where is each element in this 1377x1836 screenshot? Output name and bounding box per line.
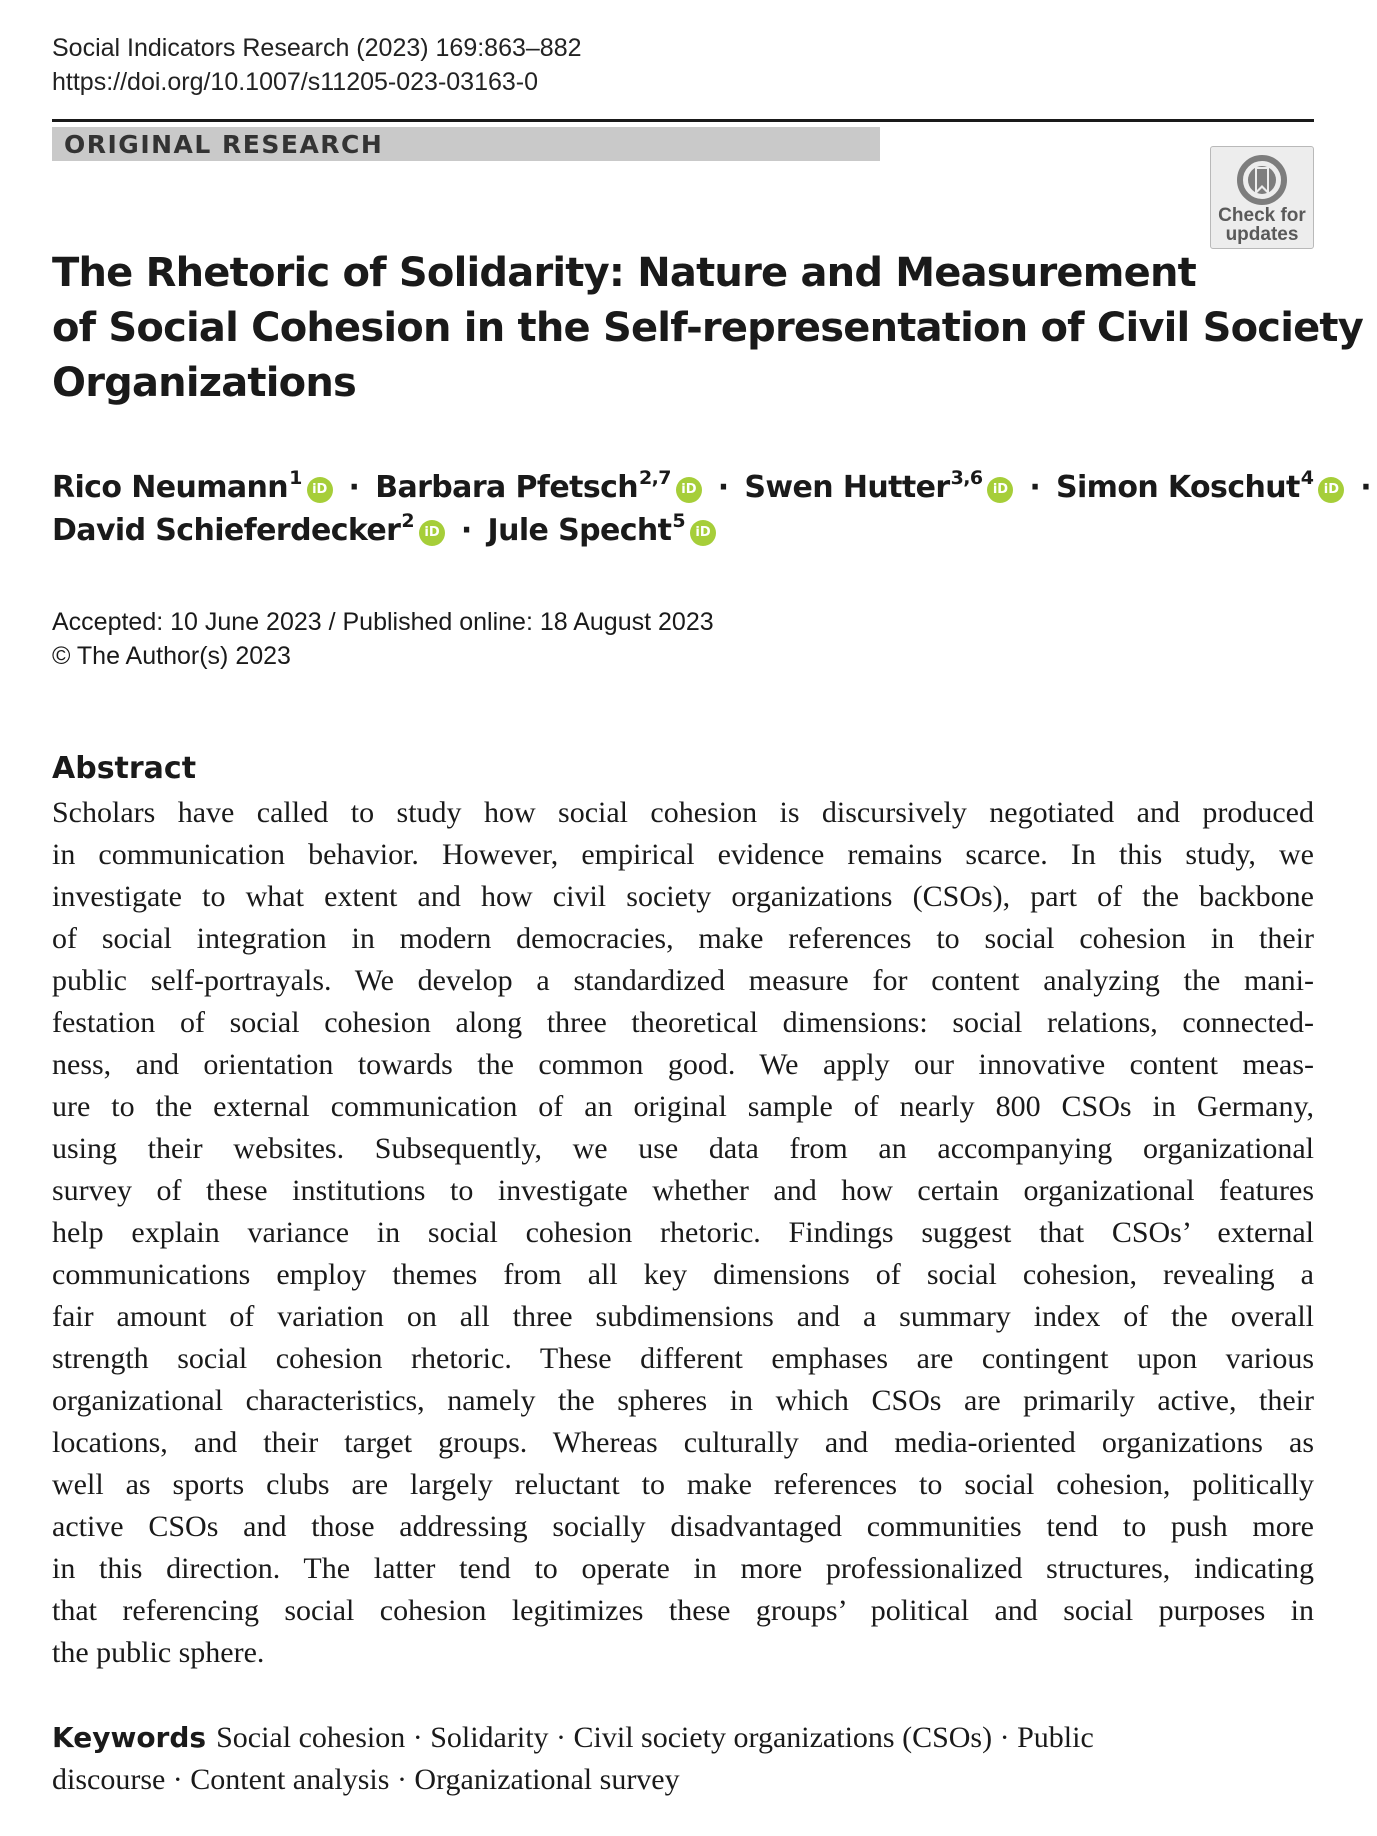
author-separator: · [1029, 470, 1041, 505]
orcid-icon[interactable]: iD [1318, 477, 1344, 503]
check-for-updates-icon [1234, 155, 1290, 205]
orcid-icon[interactable]: iD [690, 520, 716, 546]
abstract-line: strength social cohesion rhetoric. These different emphases are contingent upon various [52, 1342, 1314, 1375]
author-separator: · [717, 470, 729, 505]
abstract-body [52, 792, 1314, 1674]
orcid-icon[interactable]: iD [676, 477, 702, 503]
check-for-label: Check for [1218, 205, 1306, 226]
abstract-line: festation of social cohesion along three theoretical dimensions: social relations, connected- [52, 1006, 1314, 1039]
abstract-line: communications employ themes from all key dimensions of social cohesion, revealing a [52, 1258, 1314, 1291]
abstract-line: in communication behavior. However, empirical evidence remains scarce. In this study, we [52, 838, 1314, 871]
header-rule [52, 119, 1314, 122]
author-line [52, 509, 1314, 552]
updates-label: updates [1225, 224, 1299, 245]
title-line: of Social Cohesion in the Self-representation of Civil Society [52, 305, 1364, 351]
paper-title [52, 246, 1364, 411]
abstract-line: investigate to what extent and how civil society organizations (CSOs), part of the backbone [52, 880, 1314, 913]
abstract-line: help explain variance in social cohesion rhetoric. Findings suggest that CSOs’ external [52, 1216, 1314, 1249]
author [1055, 467, 1314, 505]
section-bar [52, 127, 880, 161]
author [744, 467, 983, 505]
keywords-block [52, 1717, 1314, 1801]
author-affiliation: 1 [289, 467, 302, 489]
abstract-heading: Abstract [52, 751, 197, 786]
keywords-line [52, 1717, 1314, 1759]
author-affiliation: 5 [672, 510, 686, 532]
author-separator: · [1360, 470, 1372, 505]
abstract-line: well as sports clubs are largely reluctant to make references to social cohesion, politically [52, 1468, 1314, 1501]
author-list [52, 466, 1372, 552]
abstract-line: active CSOs and those addressing socially disadvantaged communities tend to push more [52, 1510, 1314, 1543]
abstract-line: survey of these institutions to investigate whether and how certain organizational features [52, 1174, 1314, 1207]
author-affiliation: 3,6 [950, 467, 983, 489]
abstract-line: that referencing social cohesion legitimizes these groups’ political and social purposes in [52, 1594, 1314, 1627]
author-separator: · [348, 470, 360, 505]
abstract-line: of social integration in modern democracies, make references to social cohesion in their [52, 922, 1314, 955]
abstract-line: fair amount of variation on all three subdimensions and a summary index of the overall [52, 1300, 1314, 1333]
author-line [52, 466, 1372, 509]
section-label: ORIGINAL RESEARCH [64, 130, 384, 159]
author-affiliation: 2 [401, 510, 414, 532]
abstract-line: the public sphere. [52, 1636, 265, 1669]
author [375, 467, 671, 505]
doi-link[interactable]: https://doi.org/10.1007/s11205-023-03163-0 [52, 68, 539, 96]
author-name: Barbara Pfetsch [375, 470, 639, 505]
accepted-published-dates: Accepted: 10 June 2023 / Published online: 18 August 2023 [52, 608, 714, 636]
abstract-line: in this direction. The latter tend to operate in more professionalized structures, indicating [52, 1552, 1314, 1585]
author [52, 510, 414, 548]
author-affiliation: 4 [1300, 467, 1314, 489]
keywords-list: Social cohesion · Solidarity · Civil society organizations (CSOs) · Public [216, 1721, 1094, 1754]
author-name: Jule Specht [487, 513, 672, 548]
check-for-updates-badge[interactable] [1210, 146, 1314, 249]
abstract-line: ure to the external communication of an original sample of nearly 800 CSOs in Germany, [52, 1090, 1314, 1123]
keywords-label: Keywords [52, 1721, 207, 1754]
title-line: Organizations [52, 360, 357, 406]
abstract-line: organizational characteristics, namely the spheres in which CSOs are primarily active, their [52, 1384, 1314, 1417]
author-name: Simon Koschut [1055, 470, 1300, 505]
orcid-icon[interactable]: iD [419, 520, 445, 546]
abstract-line: public self-portrayals. We develop a standardized measure for content analyzing the mani- [52, 964, 1314, 997]
orcid-icon[interactable]: iD [307, 477, 333, 503]
author-separator: · [460, 513, 472, 548]
journal-citation: Social Indicators Research (2023) 169:863–882 [52, 34, 582, 62]
author-affiliation: 2,7 [639, 467, 671, 489]
orcid-icon[interactable]: iD [987, 477, 1013, 503]
title-line: The Rhetoric of Solidarity: Nature and Measurement [52, 250, 1196, 296]
author-name: Rico Neumann [52, 470, 289, 505]
author [52, 467, 302, 505]
abstract-line: using their websites. Subsequently, we use data from an accompanying organizational [52, 1132, 1314, 1165]
author-name: David Schieferdecker [52, 513, 401, 548]
author [487, 510, 686, 548]
publication-dates [52, 605, 714, 673]
author-name: Swen Hutter [744, 470, 950, 505]
copyright-notice: © The Author(s) 2023 [52, 642, 291, 670]
keywords-line: discourse · Content analysis · Organizational survey [52, 1763, 680, 1796]
abstract-line: Scholars have called to study how social cohesion is discursively negotiated and produced [52, 796, 1314, 829]
abstract-line: locations, and their target groups. Whereas culturally and media-oriented organizations as [52, 1426, 1314, 1459]
abstract-line: ness, and orientation towards the common good. We apply our innovative content meas- [52, 1048, 1314, 1081]
